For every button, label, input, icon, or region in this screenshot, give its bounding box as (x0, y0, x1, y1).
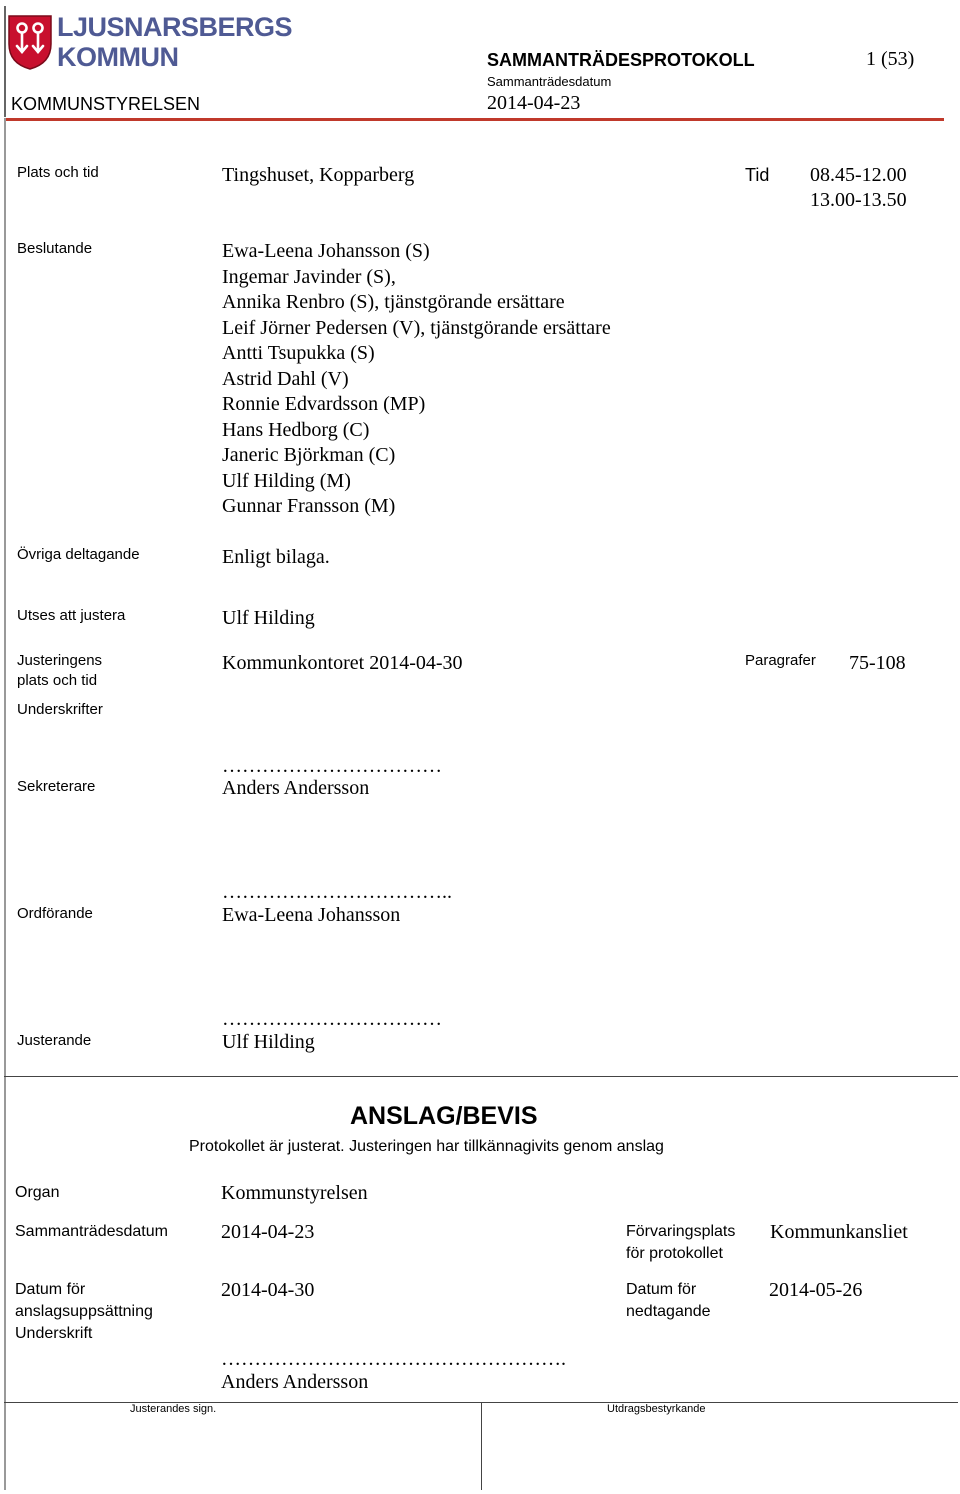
notice-signature-line: ……………………………………………. (221, 1348, 566, 1370)
member-item: Ewa-Leena Johansson (S) (222, 240, 430, 262)
decision-label: Beslutande (17, 240, 93, 257)
meeting-date-label: Sammanträdesdatum (15, 1223, 168, 1240)
adjusting-signature-line: …………………………… (222, 1008, 442, 1030)
footer-adjuster-sign: Justerandes sign. (130, 1403, 217, 1415)
member-item: Ingemar Javinder (S), (222, 265, 396, 288)
coat-of-arms-icon (7, 14, 53, 70)
time-value-2: 13.00-13.50 (810, 189, 907, 211)
member-item: Gunnar Fransson (M) (222, 495, 396, 517)
chair-label: Ordförande (17, 905, 93, 922)
organ-label: Organ (15, 1184, 60, 1201)
header-date: 2014-04-23 (487, 92, 581, 114)
member-item: Antti Tsupukka (S) (222, 342, 375, 364)
adjusting-label: Justerande (17, 1032, 92, 1049)
place-label: Plats och tid (17, 164, 99, 181)
time-label: Tid (745, 165, 770, 185)
member-item: Annika Renbro (S), tjänstgörande ersättare (222, 291, 565, 313)
adjust-place-label-1: Justeringens (17, 652, 103, 669)
signature-label: Underskrift (15, 1325, 93, 1342)
footer-certification: Utdragsbestyrkande (607, 1403, 706, 1415)
logo-name-line1: LJUSNARSBERGS (57, 12, 293, 42)
member-item: Hans Hedborg (C) (222, 418, 370, 441)
page-number: 1 (53) (866, 48, 915, 70)
document-title: SAMMANTRÄDESPROTOKOLL (487, 50, 755, 70)
meeting-date-value: 2014-04-23 (221, 1221, 315, 1243)
posting-label-2: anslagsuppsättning (15, 1303, 153, 1320)
header-date-label: Sammanträdesdatum (487, 74, 612, 89)
page-left-rule (4, 118, 6, 1490)
storage-value: Kommunkansliet (770, 1221, 908, 1243)
header-left-rule (4, 6, 6, 117)
adjuster-value: Ulf Hilding (222, 607, 315, 629)
paragraphs-label: Paragrafer (745, 652, 816, 669)
posting-label-1: Datum för (15, 1281, 86, 1298)
storage-label-1: Förvaringsplats (626, 1223, 736, 1240)
time-value-1: 08.45-12.00 (810, 164, 907, 186)
paragraphs-value: 75-108 (849, 652, 906, 674)
member-item: Leif Jörner Pedersen (V), tjänstgörande ersättare (222, 316, 611, 339)
members-list (222, 239, 611, 520)
header-bottom-rule (4, 118, 944, 121)
adjust-place-value: Kommunkontoret 2014-04-30 (222, 652, 463, 674)
adjusting-name: Ulf Hilding (222, 1031, 315, 1053)
member-item: Ronnie Edvardsson (MP) (222, 393, 426, 415)
member-item: Astrid Dahl (V) (222, 367, 349, 390)
storage-label-2: för protokollet (626, 1245, 723, 1262)
removal-label-1: Datum för (626, 1281, 697, 1298)
member-item: Ulf Hilding (M) (222, 469, 351, 492)
footer-divider (481, 1402, 482, 1490)
removal-date-value: 2014-05-26 (769, 1279, 863, 1301)
logo-name-line2: KOMMUN (57, 42, 179, 72)
posting-date-value: 2014-04-30 (221, 1279, 315, 1301)
others-value: Enligt bilaga. (222, 546, 330, 568)
removal-label-2: nedtagande (626, 1303, 711, 1320)
adjust-place-label-2: plats och tid (17, 672, 98, 689)
notice-subtitle: Protokollet är justerat. Justeringen har tillkännagivits genom anslag (189, 1138, 664, 1155)
chair-signature-line: …………………………….. (222, 881, 452, 903)
adjuster-label: Utses att justera (17, 607, 126, 624)
others-label: Övriga deltagande (17, 546, 140, 563)
department-name: KOMMUNSTYRELSEN (11, 94, 201, 114)
chair-name: Ewa-Leena Johansson (222, 904, 401, 926)
secretary-signature-line: …………………………… (222, 755, 442, 777)
organ-value: Kommunstyrelsen (221, 1182, 368, 1204)
signatures-label: Underskrifter (17, 701, 103, 718)
secretary-label: Sekreterare (17, 778, 96, 795)
notice-signer-name: Anders Andersson (221, 1371, 369, 1393)
secretary-name: Anders Andersson (222, 777, 370, 799)
place-value: Tingshuset, Kopparberg (222, 164, 415, 186)
notice-top-rule (4, 1076, 958, 1077)
member-item: Janeric Björkman (C) (222, 444, 396, 466)
notice-title: ANSLAG/BEVIS (350, 1102, 538, 1130)
